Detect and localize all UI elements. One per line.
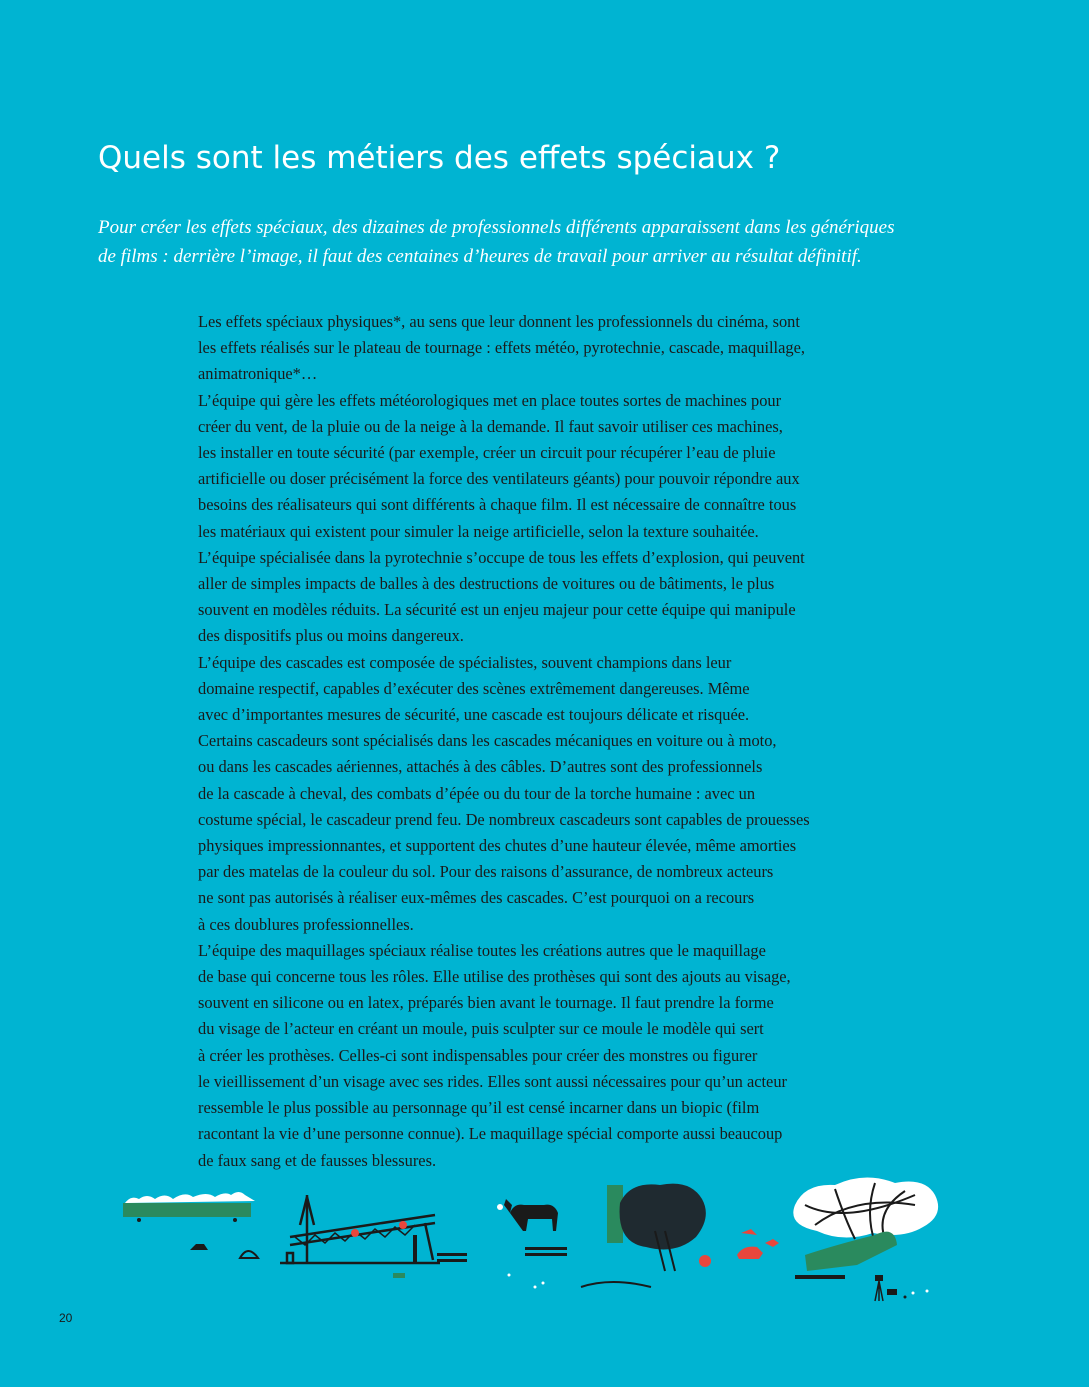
body-line: animatronique*… bbox=[198, 364, 318, 384]
special-effects-illustration bbox=[115, 1175, 960, 1310]
camera-tripod-icon bbox=[875, 1275, 929, 1301]
body-line: à créer les prothèses. Celles-ci sont indispensables pour créer des monstres ou figurer bbox=[198, 1045, 758, 1065]
body-line: ne sont pas autorisés à réaliser eux-mêmes des cascades. C’est pourquoi on a recours bbox=[198, 888, 755, 908]
body-line: ressemble le plus possible au personnage qu’il est censé incarner dans un biopic (film bbox=[198, 1098, 760, 1118]
body-line: de la cascade à cheval, des combats d’épée ou du tour de la torche humaine : avec un bbox=[198, 783, 756, 803]
body-line: physiques impressionnantes, et supportent des chutes d’une hauteur élevée, même amorties bbox=[198, 836, 797, 856]
body-line: L’équipe des cascades est composée de spécialistes, souvent champions dans leur bbox=[198, 652, 732, 672]
body-line: domaine respectif, capables d’exécuter des scènes extrêmement dangereuses. Même bbox=[198, 678, 750, 698]
body-line: le vieillissement d’un visage avec ses rides. Elles sont aussi nécessaires pour qu’un acteur bbox=[198, 1071, 787, 1091]
body-line: par des matelas de la couleur du sol. Pour des raisons d’assurance, de nombreux acteurs bbox=[198, 862, 774, 882]
body-line: les installer en toute sécurité (par exemple, créer un circuit pour récupérer l’eau de pluie bbox=[198, 443, 776, 463]
body-line: du visage de l’acteur en créant un moule, puis sculpter sur ce moule le modèle qui sert bbox=[198, 1019, 764, 1039]
body-line: Les effets spéciaux physiques*, au sens que leur donnent les professionnels du cinéma, sont bbox=[198, 312, 800, 331]
body-line: L’équipe qui gère les effets météorologiques met en place toutes sortes de machines pour bbox=[198, 390, 782, 410]
body-line: de base qui concerne tous les rôles. Elle utilise des prothèses qui sont des ajouts au visage, bbox=[198, 967, 791, 987]
intro-paragraph bbox=[98, 213, 928, 271]
page-title: Quels sont les métiers des effets spéciaux ? bbox=[98, 140, 781, 176]
body-line: créer du vent, de la pluie ou de la neige à la demande. Il faut savoir utiliser ces machines, bbox=[198, 416, 783, 436]
body-line: ou dans les cascades aériennes, attachés à des câbles. D’autres sont des professionnels bbox=[198, 757, 763, 777]
snow-cloud-icon bbox=[793, 1177, 938, 1279]
body-line: artificielle ou doser précisément la force des ventilateurs géants) pour pouvoir répondre aux bbox=[198, 469, 800, 489]
body-line: souvent en silicone ou en latex, préparés bien avant le tournage. Il faut prendre la forme bbox=[198, 993, 774, 1013]
intro-line: de films : derrière l’image, il faut des centaines d’heures de travail pour arriver au résultat définitif. bbox=[98, 246, 862, 267]
body-line: avec d’importantes mesures de sécurité, une cascade est toujours délicate et risquée. bbox=[198, 705, 750, 725]
body-line: souvent en modèles réduits. La sécurité est un enjeu majeur pour cette équipe qui manipule bbox=[198, 600, 796, 620]
body-line: les effets réalisés sur le plateau de tournage : effets météo, pyrotechnie, cascade, maquillage, bbox=[198, 338, 805, 358]
body-line: aller de simples impacts de balles à des destructions de voitures ou de bâtiments, le plus bbox=[198, 574, 775, 594]
body-line: besoins des réalisateurs qui sont différents à chaque film. Il est nécessaire de connaître tous bbox=[198, 495, 797, 515]
explosion-cloud-icon bbox=[581, 1184, 711, 1287]
red-car-icon bbox=[737, 1229, 779, 1259]
page-number: 20 bbox=[59, 1311, 73, 1325]
body-line: Certains cascadeurs sont spécialisés dans les cascades mécaniques en voiture ou à moto, bbox=[198, 731, 777, 751]
tower-crane-icon bbox=[280, 1195, 440, 1263]
body-line: racontant la vie d’une personne connue). Le maquillage spécial comporte aussi beaucoup bbox=[198, 1124, 783, 1144]
intro-line: Pour créer les effets spéciaux, des dizaines de professionnels différents apparaissent dans les génériques bbox=[98, 217, 895, 238]
body-line: à ces doublures professionnelles. bbox=[198, 914, 414, 934]
body-line: L’équipe spécialisée dans la pyrotechnie s’occupe de tous les effets d’explosion, qui peuvent bbox=[198, 547, 805, 567]
body-line: des dispositifs plus ou moins dangereux. bbox=[198, 626, 464, 646]
body-text bbox=[198, 309, 858, 1174]
horse-rider-icon bbox=[497, 1199, 567, 1289]
body-line: de faux sang et de fausses blessures. bbox=[198, 1150, 437, 1170]
body-line: costume spécial, le cascadeur prend feu. De nombreux cascadeurs sont capables de prouesses bbox=[198, 809, 810, 829]
body-line: L’équipe des maquillages spéciaux réalise toutes les créations autres que le maquillage bbox=[198, 940, 766, 960]
body-line: les matériaux qui existent pour simuler la neige artificielle, selon la texture souhaitée. bbox=[198, 521, 759, 541]
